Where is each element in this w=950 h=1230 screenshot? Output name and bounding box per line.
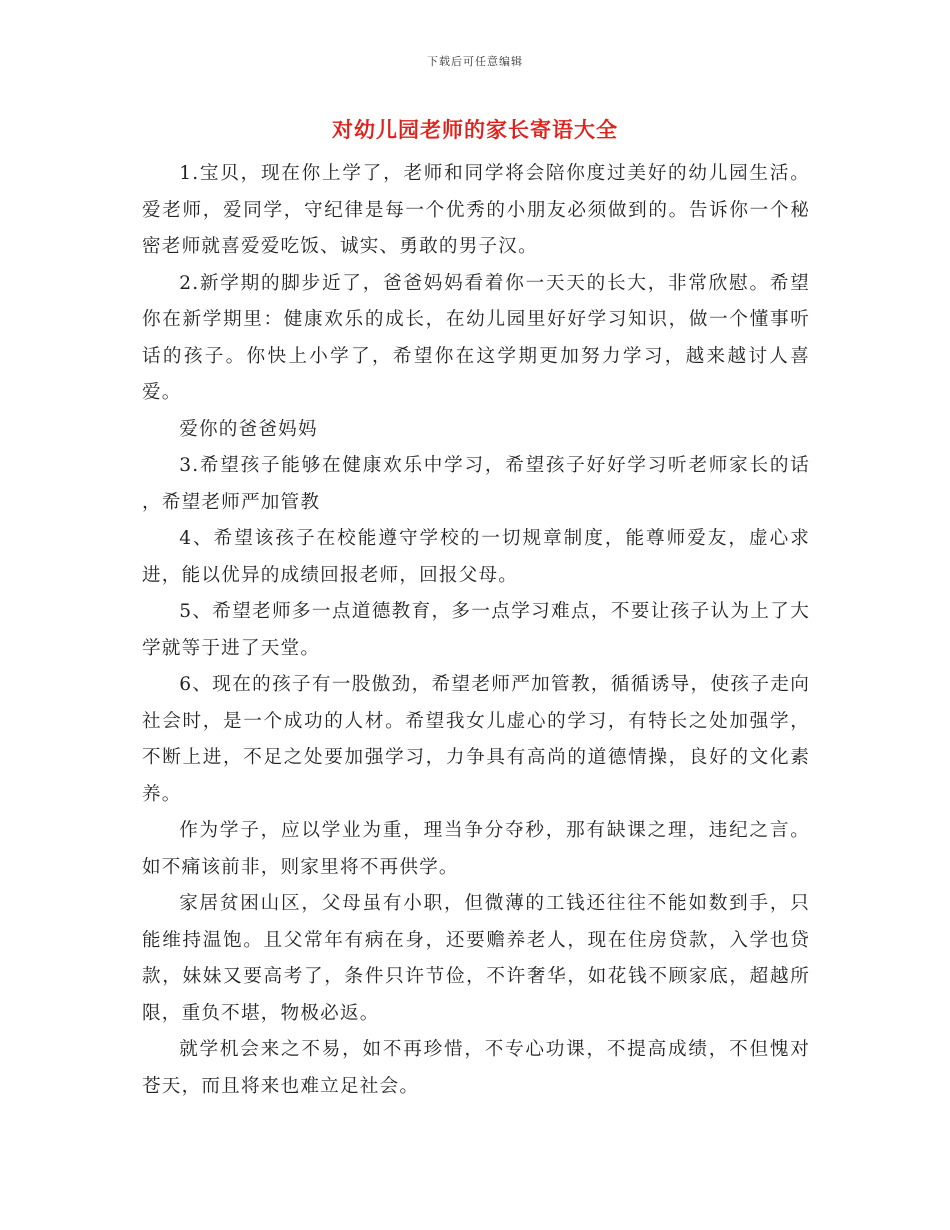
paragraph-9: 就学机会来之不易，如不再珍惜，不专心功课，不提高成绩，不但愧对苍天，而且将来也难立足社会。: [142, 1039, 810, 1097]
document-title: 对幼儿园老师的家长寄语大全: [332, 117, 618, 142]
paragraph-2: 2.新学期的脚步近了，爸爸妈妈看着你一天天的长大，非常欣慰。希望你在新学期里：健康欢乐的成长，在幼儿园里好好学习知识，做一个懂事听话的孩子。你快上小学了，希望你在这学期更加努力学习，越来越讨人喜爱。: [142, 272, 810, 403]
paragraph-4: 4、希望该孩子在校能遵守学校的一切规章制度，能尊师爱友，虚心求进，能以优异的成绩回报老师，回报父母。: [142, 528, 810, 586]
header-note: 下载后可任意编辑: [427, 55, 523, 68]
paragraph-8: 家居贫困山区，父母虽有小职，但微薄的工钱还往往不能如数到手，只能维持温饱。且父常年有病在身，还要赡养老人，现在住房贷款，入学也贷款，妹妹又要高考了，条件只许节俭，不许奢华，如花钱不顾家底，超越所限，重负不堪，物极必返。: [142, 893, 810, 1024]
paragraph-7: 作为学子，应以学业为重，理当争分夺秒，那有缺课之理，违纪之言。如不痛该前非，则家里将不再供学。: [142, 820, 810, 878]
paragraph-1: 1.宝贝，现在你上学了，老师和同学将会陪你度过美好的幼儿园生活。爱老师，爱同学，守纪律是每一个优秀的小朋友必须做到的。告诉你一个秘密老师就喜爱爱吃饭、诚实、勇敢的男子汉。: [142, 163, 810, 257]
paragraph-signature: 爱你的爸爸妈妈: [179, 418, 318, 440]
paragraph-5: 5、希望老师多一点道德教育，多一点学习难点，不要让孩子认为上了大学就等于进了天堂。: [142, 601, 810, 659]
paragraph-3: 3.希望孩子能够在健康欢乐中学习，希望孩子好好学习听老师家长的话 ，希望老师严加管教: [142, 455, 810, 513]
document-body: [142, 156, 810, 1105]
paragraph-6: 6、现在的孩子有一股傲劲，希望老师严加管教，循循诱导，使孩子走向社会时，是一个成功的人材。希望我女儿虚心的学习，有特长之处加强学，不断上进，不足之处要加强学习，力争具有高尚的道德情操，良好的文化素养。: [142, 674, 810, 805]
